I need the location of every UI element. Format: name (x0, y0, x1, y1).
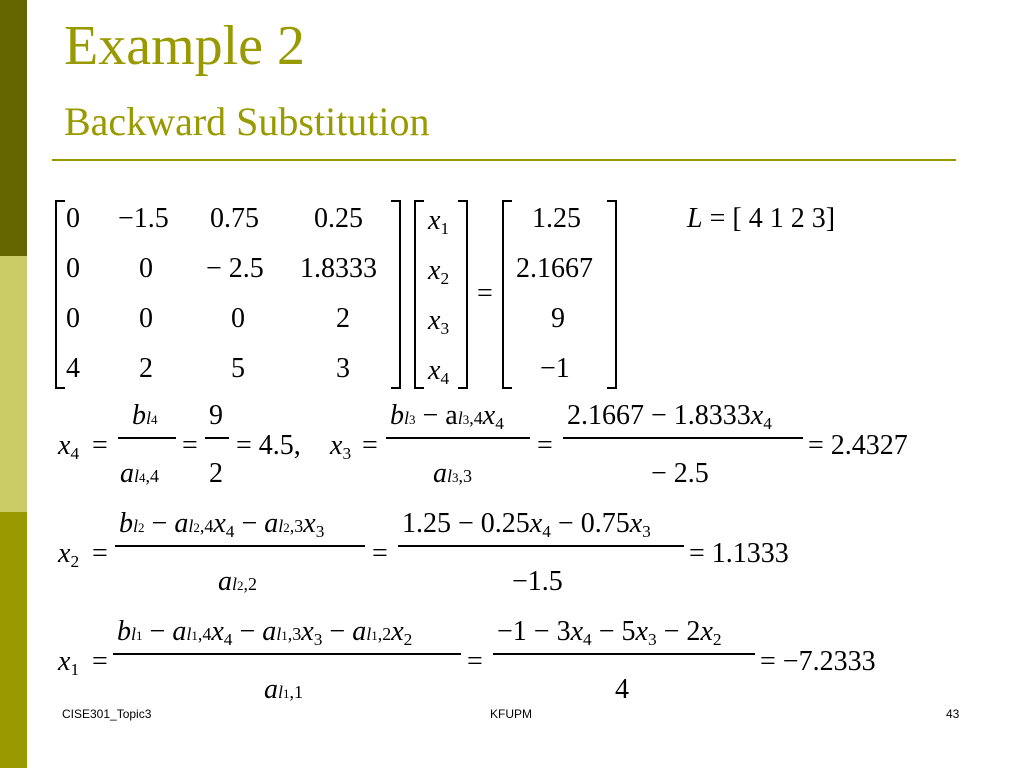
vector-b-entry: −1 (540, 353, 570, 384)
x4-frac-denominator: 2 (209, 458, 223, 489)
matrix-cell: 2 (336, 303, 350, 334)
vector-b-entry: 9 (551, 303, 565, 334)
x1-lhs: $x_1$ (58, 646, 80, 679)
vector-b-right-bracket (607, 200, 617, 389)
x2-frac-numerator: $1.25 - 0.25x_4 - 0.75x_3$ (402, 508, 651, 541)
matrix-cell: 0.75 (210, 203, 259, 234)
x2-denominator: al2,2 (218, 566, 258, 597)
equals-sign: = (92, 430, 108, 461)
matrix-cell: 0 (139, 303, 153, 334)
x2-frac-denominator: −1.5 (512, 566, 563, 597)
equals-sign: = (92, 538, 108, 569)
x2-result: = 1.1333 (689, 538, 789, 569)
sidebar-bottom-band (0, 512, 27, 768)
fraction-bar (386, 437, 530, 439)
x3-denominator: al3,3 (433, 458, 473, 489)
matrix-cell: 0 (66, 253, 80, 284)
vector-x-entry: $x_3$ (428, 305, 450, 338)
x2-lhs: $x_2$ (58, 538, 80, 571)
fraction-bar (115, 545, 365, 547)
slide-title: Example 2 (64, 15, 306, 77)
x2-numerator: $bl2 - al2,4x_4 - al2,3x_3$ (119, 508, 325, 541)
matrix-cell: 0 (231, 303, 245, 334)
sidebar-top-band (0, 0, 27, 256)
vector-x-left-bracket (414, 200, 424, 389)
matrix-cell: − 2.5 (206, 253, 264, 284)
x3-result: = 2.4327 (808, 430, 908, 461)
slide-subtitle: Backward Substitution (64, 99, 430, 144)
matrix-cell: 2 (139, 353, 153, 384)
vector-x-right-bracket (458, 200, 468, 389)
matrix-cell: 3 (336, 353, 350, 384)
equals-sign: = (467, 646, 483, 677)
fraction-bar (118, 437, 176, 439)
title-divider (52, 159, 956, 161)
x1-frac-numerator: $-1 - 3x_4 - 5x_3 - 2x_2$ (497, 616, 722, 649)
matrix-cell: 1.8333 (300, 253, 377, 284)
x1-numerator: $bl1 - al1,4x_4 - al1,3x_3 - al1,2x_2$ (117, 616, 413, 649)
fraction-bar (563, 437, 803, 439)
fraction-bar (205, 437, 229, 439)
x1-denominator: al1,1 (264, 674, 304, 705)
footer-institution: KFUPM (490, 707, 532, 721)
matrix-cell: −1.5 (118, 203, 169, 234)
matrix-cell: 0.25 (314, 203, 363, 234)
fraction-bar (113, 653, 461, 655)
decorative-sidebar (0, 0, 27, 768)
x3-frac-denominator: − 2.5 (651, 458, 709, 489)
equals-sign: = (362, 430, 378, 461)
equals-sign: = (372, 538, 388, 569)
fraction-bar (493, 653, 755, 655)
x4-lhs: $x_4$ (58, 430, 80, 463)
x4-frac-numerator: 9 (209, 400, 223, 431)
x1-frac-denominator: 4 (615, 674, 629, 705)
vector-b-entry: 2.1667 (516, 253, 593, 284)
permutation-vector: L = [ 4 1 2 3] (687, 203, 836, 234)
matrix-right-bracket (391, 200, 401, 389)
vector-b-entry: 1.25 (532, 203, 581, 234)
matrix-cell: 0 (66, 203, 80, 234)
vector-x-entry: $x_2$ (428, 255, 450, 288)
matrix-cell: 4 (66, 353, 80, 384)
x4-result: = 4.5, (236, 430, 301, 461)
equals-sign: = (477, 278, 493, 309)
matrix-cell: 0 (139, 253, 153, 284)
footer-course-code: CISE301_Topic3 (62, 707, 152, 721)
x1-result: = −7.2333 (760, 646, 876, 677)
x3-frac-numerator: $2.1667 - 1.8333x_4$ (567, 400, 772, 433)
matrix-left-bracket (55, 200, 65, 389)
x4-denominator: al4,4 (120, 458, 160, 489)
sidebar-middle-band (0, 256, 27, 512)
matrix-cell: 5 (231, 353, 245, 384)
equals-sign: = (182, 430, 198, 461)
footer-slide-number: 43 (946, 707, 960, 721)
vector-x-entry: $x_4$ (428, 355, 450, 388)
equals-sign: = (92, 646, 108, 677)
equals-sign: = (537, 430, 553, 461)
fraction-bar (398, 545, 684, 547)
x4-numerator: bl4 (132, 400, 158, 431)
x3-lhs: $x_3$ (330, 430, 352, 463)
matrix-cell: 0 (66, 303, 80, 334)
vector-b-left-bracket (502, 200, 512, 389)
x3-numerator: $bl3 - al3,4x_4$ (390, 400, 504, 433)
vector-x-entry: $x_1$ (428, 205, 450, 238)
